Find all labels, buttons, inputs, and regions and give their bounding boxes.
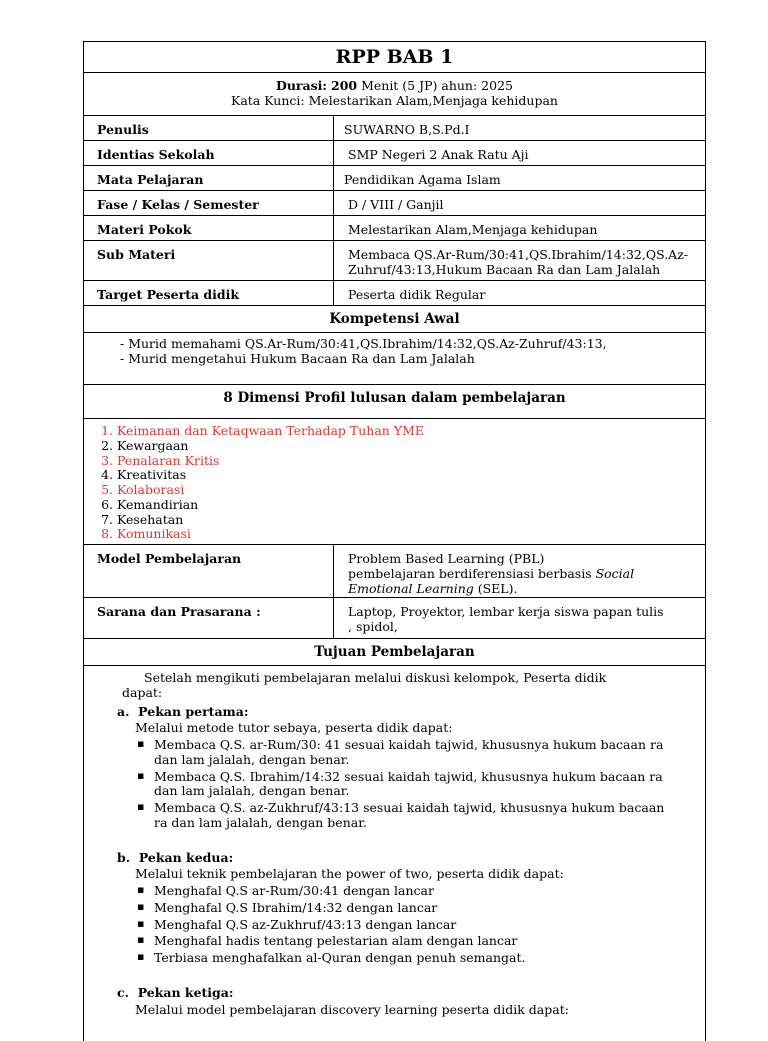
objective-item: ▪ Menghafal Q.S ar-Rum/30:41 dengan lancar xyxy=(154,884,674,899)
dimensi-item: 6. Kemandirian xyxy=(117,498,705,513)
week-objectives xyxy=(135,738,674,831)
dimensi-item: 2. Kewargaan xyxy=(117,439,705,454)
week-marker: a. xyxy=(117,703,130,719)
dimensi-list-block xyxy=(84,419,705,545)
objective-item: ▪ Menghafal Q.S az-Zukhruf/43:13 dengan lancar xyxy=(154,918,674,933)
info-value: D / VIII / Ganjil xyxy=(348,197,444,212)
info-row-fase-kelas-semester xyxy=(84,191,705,216)
tujuan-intro: dapat: xyxy=(122,684,163,700)
kompetensi-heading: Kompetensi Awal xyxy=(84,306,705,333)
durasi-label: Durasi: xyxy=(276,78,328,93)
week-heading xyxy=(117,705,705,720)
week-title: Pekan pertama: xyxy=(138,703,249,719)
week-a xyxy=(84,705,705,831)
objective-item: ▪ Menghafal Q.S Ibrahim/14:32 dengan lancar xyxy=(154,901,674,916)
info-value: SUWARNO B,S.Pd.I xyxy=(344,122,470,137)
week-heading xyxy=(117,986,705,1001)
dimensi-item: 7. Kesehatan xyxy=(117,513,705,528)
dimensi-item: 3. Penalaran Kritis xyxy=(117,454,705,469)
rpp-document xyxy=(83,41,706,1041)
week-c xyxy=(84,986,705,1018)
week-lead: Melalui teknik pembelajaran the power of two, peserta didik dapat: xyxy=(135,866,564,882)
week-b xyxy=(84,851,705,966)
week-title: Pekan kedua: xyxy=(138,849,234,865)
week-lead: Melalui metode tutor sebaya, peserta didik dapat: xyxy=(135,720,453,736)
dimensi-list xyxy=(84,424,705,542)
info-label: Fase / Kelas / Semester xyxy=(84,191,334,215)
week-marker: b. xyxy=(117,849,131,865)
week-objectives xyxy=(135,884,674,966)
info-value: Membaca QS.Ar-Rum/30:41,QS.Ibrahim/14:32,QS.Az-Zuhruf/43:13,Hukum Bacaan Ra dan Lam Jalalah xyxy=(348,247,689,277)
kata-kunci: Kata Kunci: Melestarikan Alam,Menjaga kehidupan xyxy=(231,92,558,108)
model-label: Model Pembelajaran xyxy=(84,545,334,597)
dimensi-item: 1. Keimanan dan Ketaqwaan Terhadap Tuhan YME xyxy=(117,424,705,439)
info-value: Pendidikan Agama Islam xyxy=(344,172,501,187)
dimensi-item: 8. Komunikasi xyxy=(117,527,705,542)
objective-item: ▪ Membaca Q.S. az-Zukhruf/43:13 sesuai kaidah tajwid, khususnya hukum bacaan ra dan lam jalalah, dengan benar. xyxy=(154,801,674,831)
sarana-label: Sarana dan Prasarana : xyxy=(84,598,334,638)
model-row xyxy=(84,545,705,598)
kompetensi-item: - Murid memahami QS.Ar-Rum/30:41,QS.Ibrahim/14:32,QS.Az-Zuhruf/43:13, xyxy=(120,336,607,351)
objective-item: ▪ Menghafal hadis tentang pelestarian alam dengan lancar xyxy=(154,934,674,949)
info-row-sub-materi xyxy=(84,241,705,281)
info-row-target-peserta xyxy=(84,281,705,306)
objective-item: ▪ Terbiasa menghafalkan al-Quran dengan penuh semangat. xyxy=(154,951,674,966)
model-line-2-italic: Social Emotional Learning xyxy=(348,565,635,596)
tujuan-heading: Tujuan Pembelajaran xyxy=(84,639,705,666)
info-label: Target Peserta didik xyxy=(84,281,334,305)
tujuan-intro: Setelah mengikuti pembelajaran melalui diskusi kelompok, Peserta didik xyxy=(144,670,607,685)
info-label: Identias Sekolah xyxy=(84,141,334,165)
info-value: Peserta didik Regular xyxy=(348,287,486,302)
tujuan-body xyxy=(84,666,705,1017)
model-value xyxy=(334,545,705,597)
durasi-line xyxy=(84,79,705,94)
durasi-rest: Menit (5 JP) ahun: 2025 xyxy=(357,78,513,93)
info-label: Mata Pelajaran xyxy=(84,166,334,190)
week-lead: Melalui model pembelajaran discovery learning peserta didik dapat: xyxy=(135,1001,569,1017)
dimensi-item: 4. Kreativitas xyxy=(117,468,705,483)
info-row-identitas-sekolah xyxy=(84,141,705,166)
document-title: RPP BAB 1 xyxy=(84,42,705,73)
info-value: SMP Negeri 2 Anak Ratu Aji xyxy=(348,147,529,162)
sarana-value: Laptop, Proyektor, lembar kerja siswa papan tulis , spidol, xyxy=(348,604,664,634)
kompetensi-item: - Murid mengetahui Hukum Bacaan Ra dan Lam Jalalah xyxy=(120,350,475,366)
week-marker: c. xyxy=(117,984,129,1000)
durasi-block xyxy=(84,73,705,116)
kompetensi-list xyxy=(84,333,705,385)
model-line-1: Problem Based Learning (PBL) xyxy=(348,551,545,566)
info-value: Melestarikan Alam,Menjaga kehidupan xyxy=(348,222,598,237)
model-line-2-suffix: (SEL). xyxy=(473,580,518,596)
objective-item: ▪ Membaca Q.S. ar-Rum/30: 41 sesuai kaidah tajwid, khususnya hukum bacaan ra dan lam jalalah, dengan benar. xyxy=(154,738,674,768)
model-line-2-prefix: pembelajaran berdiferensiasi berbasis xyxy=(348,565,596,581)
model-line-2 xyxy=(348,567,697,597)
info-label: Penulis xyxy=(84,116,334,140)
info-row-mata-pelajaran xyxy=(84,166,705,191)
info-row-materi-pokok xyxy=(84,216,705,241)
info-label: Sub Materi xyxy=(84,241,334,280)
sarana-row xyxy=(84,598,705,639)
objective-item: ▪ Membaca Q.S. Ibrahim/14:32 sesuai kaidah tajwid, khususnya hukum bacaan ra dan lam jalalah, dengan benar. xyxy=(154,770,674,800)
dimensi-item: 5. Kolaborasi xyxy=(117,483,705,498)
info-label: Materi Pokok xyxy=(84,216,334,240)
week-heading xyxy=(117,851,705,866)
dimensi-heading: 8 Dimensi Profil lulusan dalam pembelajaran xyxy=(84,385,705,419)
week-title: Pekan ketiga: xyxy=(137,984,234,1000)
info-row-penulis xyxy=(84,116,705,141)
durasi-value: 200 xyxy=(331,78,358,93)
